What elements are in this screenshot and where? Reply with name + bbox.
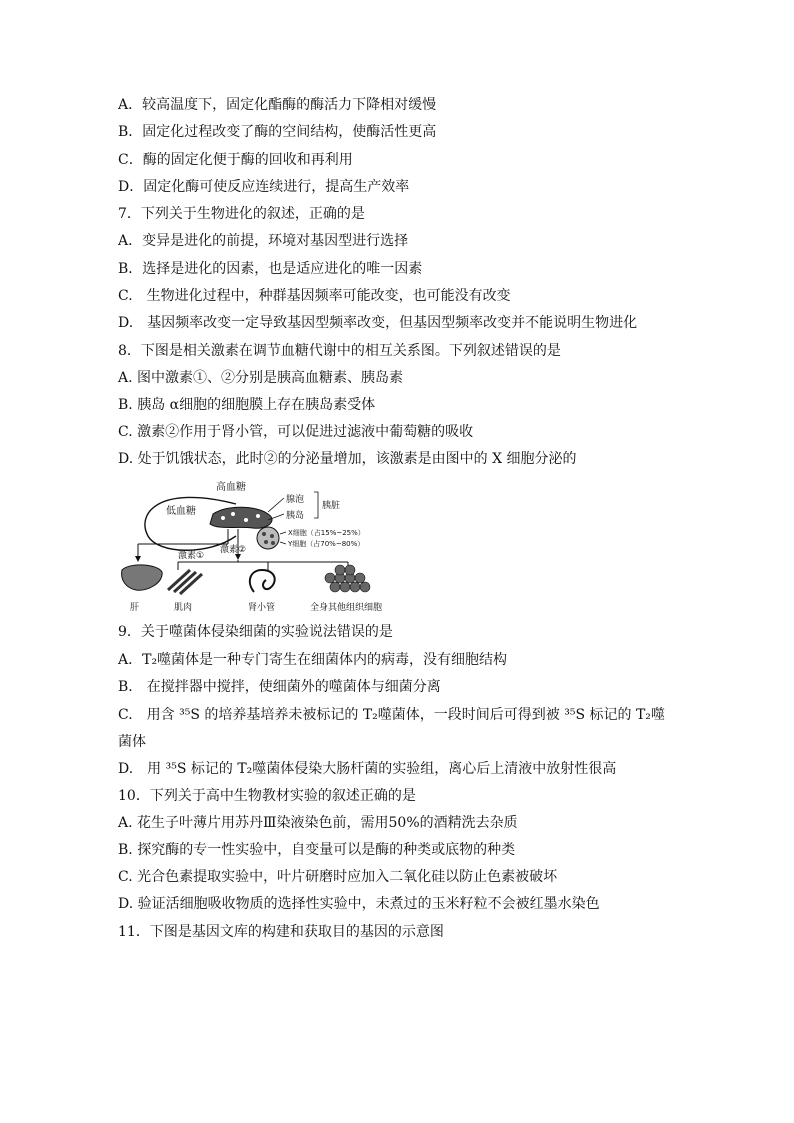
label-hormone-2: 激素② [220,545,247,555]
q10-stem: 10．下列关于高中生物教材实验的叙述正确的是 [118,788,416,804]
blood-sugar-diagram [118,474,392,616]
q9-stem: 9．关于噬菌体侵染细菌的实验说法错误的是 [118,624,393,640]
label-other-cells: 全身其他组织细胞 [310,603,383,613]
q8-option-a: A. 图中激素①、②分别是胰高血糖素、胰岛素 [118,370,404,386]
q7-option-c: C. 生物进化过程中，种群基因频率可能改变，也可能没有改变 [118,288,511,304]
q7-stem: 7．下列关于生物进化的叙述，正确的是 [118,206,365,222]
islet-magnified [257,527,279,549]
label-acinus: 腺泡 [286,495,305,505]
q9-option-c-continued: 菌体 [118,734,146,750]
q8-option-b: B. 胰岛 α细胞的细胞膜上存在胰岛素受体 [118,397,376,413]
q9-option-a: A．T₂噬菌体是一种专门寄生在细菌体内的病毒，没有细胞结构 [118,652,508,668]
q10-option-a: A. 花生子叶薄片用苏丹Ⅲ染液染色前，需用50%的酒精洗去杂质 [118,815,518,831]
muscle-icon [168,570,202,594]
q6-option-b: B．固定化过程改变了酶的空间结构，使酶活性更高 [118,124,437,140]
label-high-sugar: 高血糖 [216,482,246,493]
label-kidney-tubule: 肾小管 [248,603,276,613]
label-y-cell: Y细胞（占70%~80%） [288,540,365,548]
q8-option-d: D. 处于饥饿状态，此时②的分泌量增加，该激素是由图中的 X 细胞分泌的 [118,451,577,467]
label-liver: 肝 [130,603,140,613]
q6-option-c: C．酶的固定化便于酶的回收和再利用 [118,152,353,168]
q11-stem: 11．下图是基因文库的构建和获取目的基因的示意图 [118,924,444,940]
q6-option-d: D．固定化酶可使反应连续进行，提高生产效率 [118,179,410,195]
q10-option-d: D. 验证活细胞吸收物质的选择性实验中，未煮过的玉米籽粒不会被红墨水染色 [118,896,600,912]
q10-option-b: B. 探究酶的专一性实验中，自变量可以是酶的种类或底物的种类 [118,842,516,858]
tissue-cells-icon [325,565,370,592]
q9-option-b: B. 在搅拌器中搅拌，使细菌外的噬菌体与细菌分离 [118,679,441,695]
label-pancreas: 胰脏 [322,501,341,511]
label-x-cell: X细胞（占15%~25%） [288,529,365,537]
label-muscle: 肌肉 [174,603,193,613]
q8-option-c: C. 激素②作用于肾小管，可以促进过滤液中葡萄糖的吸收 [118,424,474,440]
label-hormone-1: 激素① [178,551,205,561]
q6-option-a: A．较高温度下，固定化酯酶的酶活力下降相对缓慢 [118,97,437,113]
kidney-tubule-icon [250,570,275,592]
q10-option-c: C. 光合色素提取实验中，叶片研磨时应加入二氧化硅以防止色素被破坏 [118,869,558,885]
label-islet: 胰岛 [286,511,305,521]
q7-option-d: D. 基因频率改变一定导致基因型频率改变，但基因型频率改变并不能说明生物进化 [118,315,638,331]
q7-option-a: A．变异是进化的前提，环境对基因型进行选择 [118,233,409,249]
liver-icon [122,565,163,590]
q8-stem: 8．下图是相关激素在调节血糖代谢中的相互关系图。下列叙述错误的是 [118,343,561,359]
label-low-sugar: 低血糖 [166,506,196,517]
q9-option-d: D. 用 ³⁵S 标记的 T₂噬菌体侵染大肠杆菌的实验组，离心后上清液中放射性很高 [118,761,617,777]
pancreas-shape [210,507,272,528]
q7-option-b: B．选择是进化的因素，也是适应进化的唯一因素 [118,261,423,277]
q9-option-c: C. 用含 ³⁵S 的培养基培养未被标记的 T₂噬菌体，一段时间后可得到被 ³⁵S 标记的 T₂噬 [118,707,665,723]
